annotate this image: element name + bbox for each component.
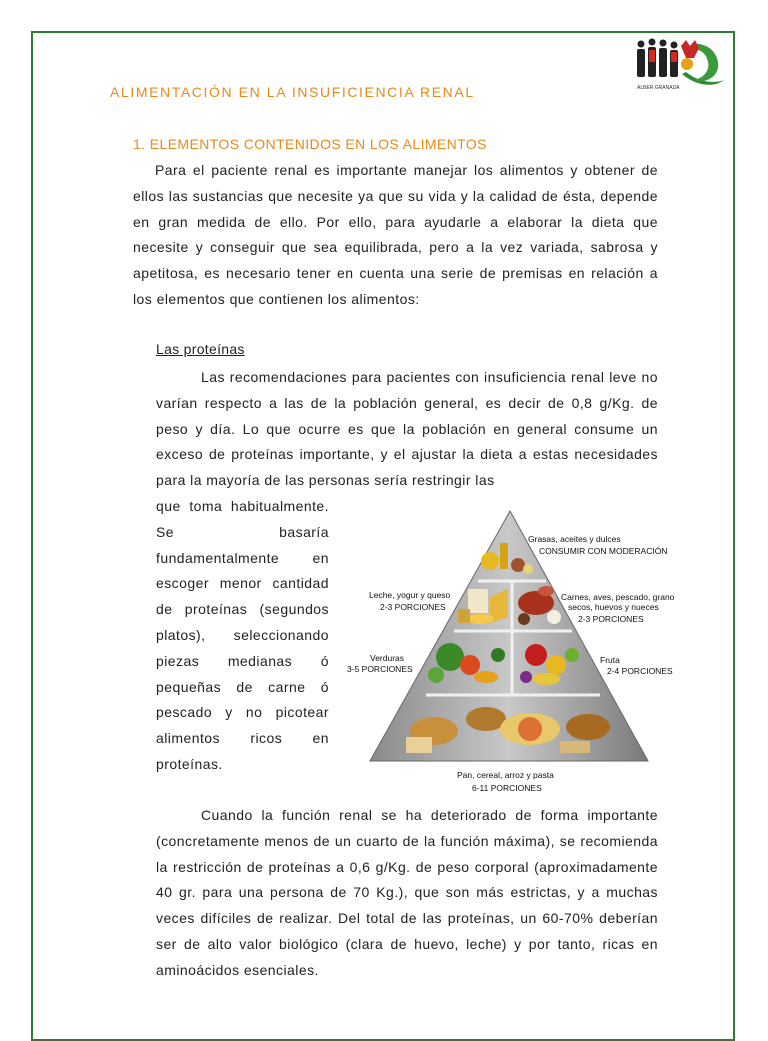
section-heading: 1. ELEMENTOS CONTENIDOS EN LOS ALIMENTOS — [133, 136, 487, 152]
proteins-paragraph-1-continued: que toma habitualmente. Se basaría fundamentalmente en escoger menor cantidad de proteínas (segundos platos), seleccionando piezas medianas ó pequeñas de carne ó pescado y no picotear alimentos ricos en proteínas. — [156, 498, 329, 772]
pyramid-meat-label-2: secos, huevos y nueces — [568, 602, 659, 612]
proteins-paragraph-1: Las recomendaciones para pacientes con insuficiencia renal leve no varían respecto a las de la población general, es decir de 0,8 g/Kg. de peso y día. Lo que ocurre es que la población en general consume un exceso de proteínas importante, y el ajustar la dieta a estas necesidades para la mayoría de las personas sería restringir las — [156, 369, 658, 489]
pyramid-vegetables-portions: 3-5 PORCIONES — [347, 664, 413, 674]
document-title: ALIMENTACIÓN EN LA INSUFICIENCIA RENAL — [110, 84, 475, 100]
pyramid-dairy-portions: 2-3 PORCIONES — [380, 602, 446, 612]
pyramid-fruit-portions: 2-4 PORCIONES — [607, 666, 673, 676]
pyramid-top-portions: CONSUMIR CON MODERACIÓN — [539, 546, 668, 556]
pyramid-grains-portions: 6-11 PORCIONES — [472, 783, 542, 793]
pyramid-fruit-label: Fruta — [600, 655, 620, 665]
pyramid-meat-label: Carnes, aves, pescado, grano — [561, 592, 675, 602]
subheading-proteins: Las proteínas — [156, 341, 245, 357]
intro-paragraph: Para el paciente renal es importante manejar los alimentos y obtener de ellos las sustancias que necesite ya que su vida y la calidad de ésta, depende en gran medida de ello. Por ello, para ayudarle a elaborar la dieta que necesite y conseguir que sea equilibrada, pero a la vez variada, sabrosa y apetitosa, es necesario tener en cuenta una serie de premisas en relación a los elementos que contienen los alimentos: — [133, 162, 658, 307]
pyramid-grains-label: Pan, cereal, arroz y pasta — [457, 770, 554, 780]
food-pyramid-image — [340, 505, 680, 797]
pyramid-top-label: Grasas, aceites y dulces — [528, 534, 621, 544]
pyramid-meat-portions: 2-3 PORCIONES — [578, 614, 644, 624]
proteins-paragraph-2: Cuando la función renal se ha deteriorado de forma importante (concretamente menos de un cuarto de la función máxima), se recomienda la restricción de proteínas a 0,6 g/Kg. de peso corporal (aproximadamente 40 gr. para una persona de 70 Kg.), que son más estrictas, y a muchas veces difíciles de realizar. Del total de las proteínas, un 60-70% deberían ser de alto valor biológico (clara de huevo, leche) y por tanto, ricas en aminoácidos esenciales. — [156, 807, 658, 978]
pyramid-dairy-label: Leche, yogur y queso — [369, 590, 451, 600]
pyramid-vegetables-label: Verduras — [370, 653, 405, 663]
svg-text:ALBER GRANADA: ALBER GRANADA — [637, 85, 680, 91]
alber-granada-logo — [634, 34, 726, 92]
